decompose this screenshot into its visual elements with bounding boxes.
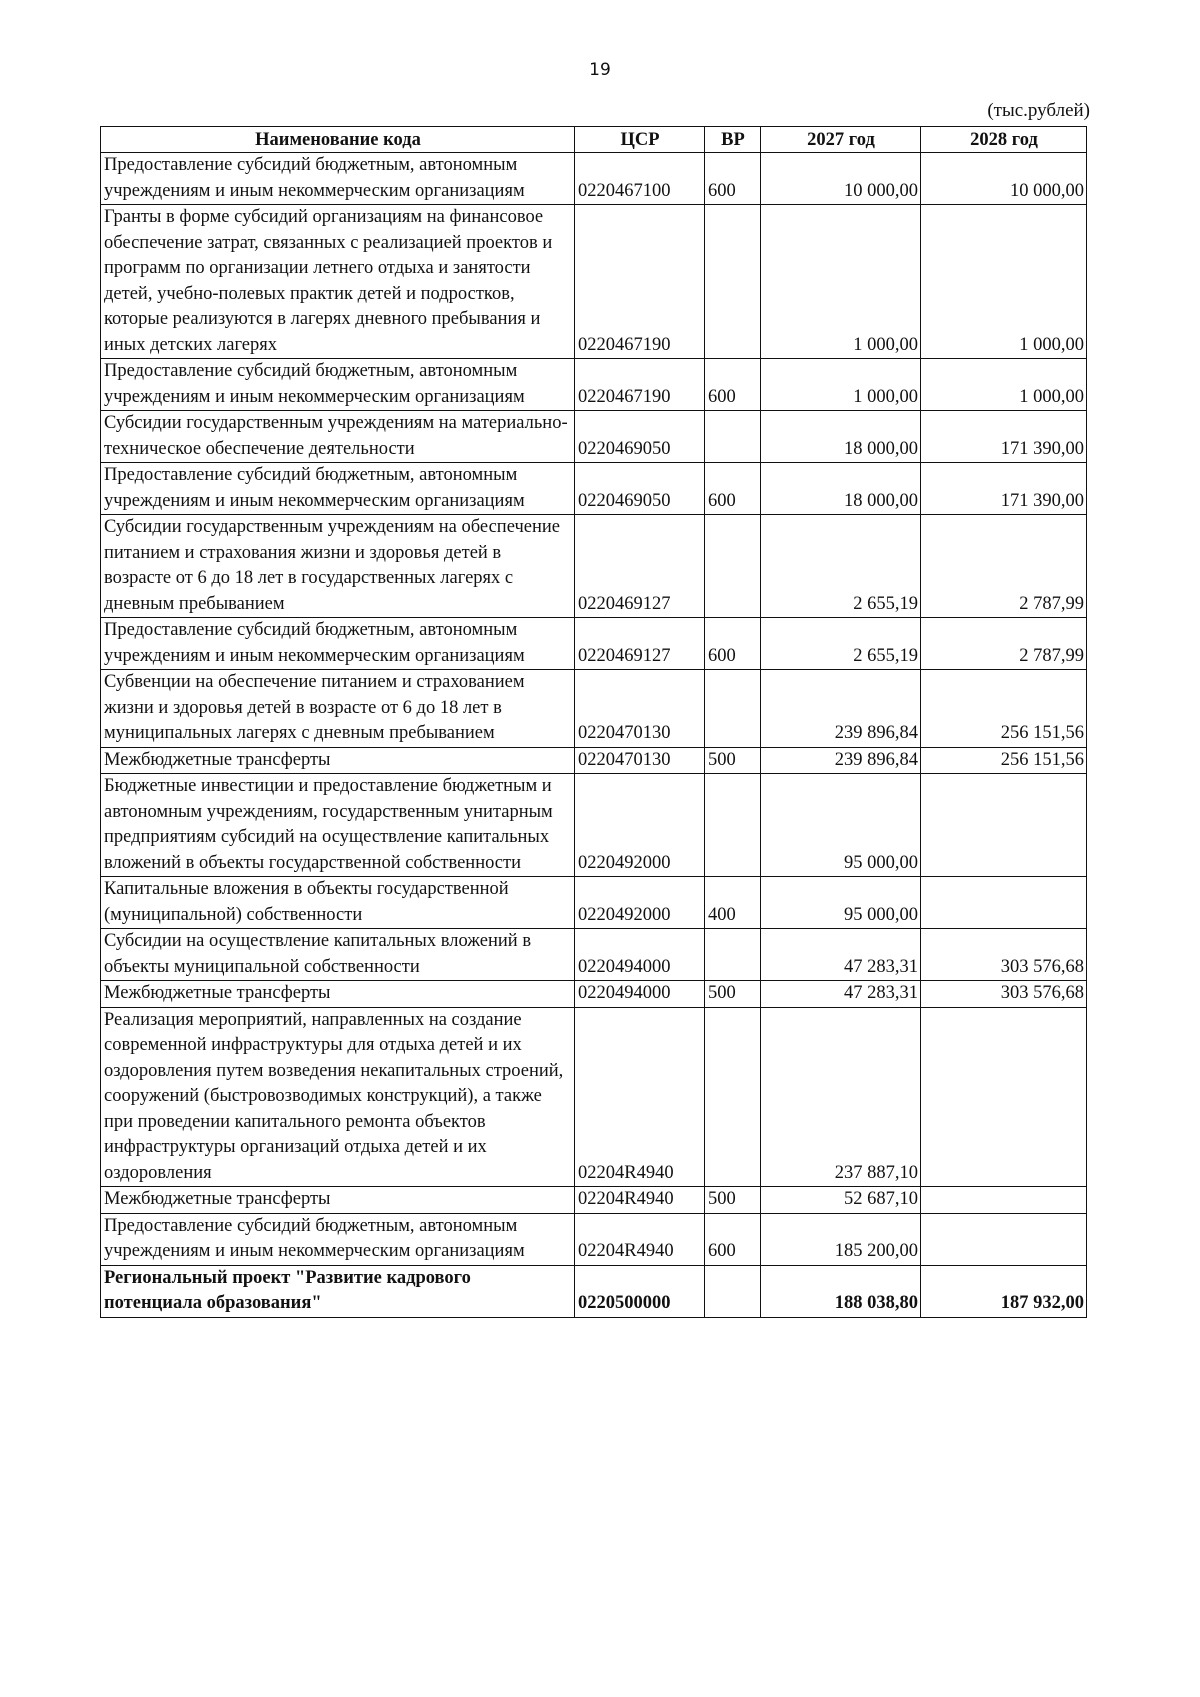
cell-2028 <box>921 1213 1087 1265</box>
cell-name: Предоставление субсидий бюджетным, автономным учреждениям и иным некоммерческим организациям <box>101 463 575 515</box>
cell-2028: 187 932,00 <box>921 1265 1087 1317</box>
cell-2027: 1 000,00 <box>761 359 921 411</box>
cell-vr <box>705 774 761 877</box>
cell-name: Межбюджетные трансферты <box>101 1187 575 1214</box>
cell-2028: 10 000,00 <box>921 153 1087 205</box>
cell-name: Субсидии на осуществление капитальных вложений в объекты муниципальной собственности <box>101 929 575 981</box>
table-row <box>101 618 1087 670</box>
cell-2028: 1 000,00 <box>921 359 1087 411</box>
cell-csr: 0220467190 <box>575 359 705 411</box>
cell-2028 <box>921 1007 1087 1187</box>
table-row <box>101 205 1087 359</box>
table-row <box>101 981 1087 1008</box>
cell-name: Субсидии государственным учреждениям на обеспечение питанием и страхования жизни и здоровья детей в возрасте от 6 до 18 лет в государственных лагерях с дневным пребыванием <box>101 515 575 618</box>
cell-vr: 600 <box>705 153 761 205</box>
cell-name: Реализация мероприятий, направленных на создание современной инфраструктуры для отдыха детей и их оздоровления путем возведения некапитальных строений, сооружений (быстровозводимых конструкций), а также при проведении капитального ремонта объектов инфраструктуры организаций отдыха детей и их оздоровления <box>101 1007 575 1187</box>
cell-name: Межбюджетные трансферты <box>101 981 575 1008</box>
cell-vr <box>705 205 761 359</box>
cell-vr <box>705 515 761 618</box>
cell-csr: 0220469050 <box>575 411 705 463</box>
cell-name: Предоставление субсидий бюджетным, автономным учреждениям и иным некоммерческим организациям <box>101 153 575 205</box>
cell-2028: 171 390,00 <box>921 411 1087 463</box>
cell-vr <box>705 1265 761 1317</box>
table-row <box>101 515 1087 618</box>
cell-2027: 95 000,00 <box>761 774 921 877</box>
table-row <box>101 153 1087 205</box>
cell-csr: 0220467190 <box>575 205 705 359</box>
cell-2027: 10 000,00 <box>761 153 921 205</box>
cell-csr: 02204R4940 <box>575 1187 705 1214</box>
cell-vr: 500 <box>705 1187 761 1214</box>
cell-name: Субсидии государственным учреждениям на материально-техническое обеспечение деятельности <box>101 411 575 463</box>
cell-vr: 600 <box>705 1213 761 1265</box>
cell-2028: 171 390,00 <box>921 463 1087 515</box>
cell-vr <box>705 670 761 748</box>
cell-vr: 600 <box>705 359 761 411</box>
cell-name: Межбюджетные трансферты <box>101 747 575 774</box>
cell-name: Предоставление субсидий бюджетным, автономным учреждениям и иным некоммерческим организациям <box>101 359 575 411</box>
table-body <box>101 153 1087 1318</box>
cell-vr: 500 <box>705 981 761 1008</box>
cell-2027: 52 687,10 <box>761 1187 921 1214</box>
header-csr: ЦСР <box>575 127 705 153</box>
cell-csr: 02204R4940 <box>575 1213 705 1265</box>
cell-2027: 239 896,84 <box>761 747 921 774</box>
cell-2027: 95 000,00 <box>761 877 921 929</box>
cell-name: Предоставление субсидий бюджетным, автономным учреждениям и иным некоммерческим организациям <box>101 1213 575 1265</box>
cell-csr: 0220494000 <box>575 981 705 1008</box>
table-row <box>101 774 1087 877</box>
cell-2028: 256 151,56 <box>921 747 1087 774</box>
table-row <box>101 1213 1087 1265</box>
cell-2027: 18 000,00 <box>761 463 921 515</box>
header-2028: 2028 год <box>921 127 1087 153</box>
cell-csr: 0220469127 <box>575 618 705 670</box>
cell-2027: 2 655,19 <box>761 515 921 618</box>
table-row <box>101 929 1087 981</box>
table-row <box>101 1187 1087 1214</box>
cell-2027: 188 038,80 <box>761 1265 921 1317</box>
table-row <box>101 670 1087 748</box>
cell-2027: 185 200,00 <box>761 1213 921 1265</box>
cell-name: Капитальные вложения в объекты государственной (муниципальной) собственности <box>101 877 575 929</box>
cell-2027: 237 887,10 <box>761 1007 921 1187</box>
cell-vr: 600 <box>705 618 761 670</box>
cell-csr: 0220469050 <box>575 463 705 515</box>
cell-csr: 0220469127 <box>575 515 705 618</box>
cell-name: Гранты в форме субсидий организациям на финансовое обеспечение затрат, связанных с реализацией проектов и программ по организации летнего отдыха и занятости детей, учебно-полевых практик детей и подростков, которые реализуются в лагерях дневного пребывания и иных детских лагерях <box>101 205 575 359</box>
cell-csr: 0220470130 <box>575 747 705 774</box>
table-row <box>101 877 1087 929</box>
cell-2028: 303 576,68 <box>921 929 1087 981</box>
table-row <box>101 359 1087 411</box>
unit-note: (тыс.рублей) <box>987 100 1090 121</box>
cell-2028: 1 000,00 <box>921 205 1087 359</box>
cell-2027: 47 283,31 <box>761 981 921 1008</box>
header-2027: 2027 год <box>761 127 921 153</box>
budget-table <box>100 126 1087 1318</box>
cell-vr: 500 <box>705 747 761 774</box>
cell-csr: 0220470130 <box>575 670 705 748</box>
cell-csr: 02204R4940 <box>575 1007 705 1187</box>
cell-name: Бюджетные инвестиции и предоставление бюджетным и автономным учреждениям, государственным унитарным предприятиям субсидий на осуществление капитальных вложений в объекты государственной собственности <box>101 774 575 877</box>
cell-2028 <box>921 1187 1087 1214</box>
cell-csr: 0220492000 <box>575 774 705 877</box>
cell-2028: 256 151,56 <box>921 670 1087 748</box>
header-name: Наименование кода <box>101 127 575 153</box>
cell-2027: 2 655,19 <box>761 618 921 670</box>
cell-2027: 239 896,84 <box>761 670 921 748</box>
cell-vr: 600 <box>705 463 761 515</box>
table-row <box>101 1265 1087 1317</box>
header-vr: ВР <box>705 127 761 153</box>
cell-name: Субвенции на обеспечение питанием и страхованием жизни и здоровья детей в возрасте от 6 до 18 лет в муниципальных лагерях с дневным пребыванием <box>101 670 575 748</box>
cell-vr: 400 <box>705 877 761 929</box>
cell-vr <box>705 411 761 463</box>
cell-csr: 0220494000 <box>575 929 705 981</box>
cell-2028 <box>921 774 1087 877</box>
cell-2028: 303 576,68 <box>921 981 1087 1008</box>
cell-2028 <box>921 877 1087 929</box>
cell-2027: 1 000,00 <box>761 205 921 359</box>
cell-csr: 0220500000 <box>575 1265 705 1317</box>
table-row <box>101 1007 1087 1187</box>
table-row <box>101 747 1087 774</box>
table-row <box>101 411 1087 463</box>
cell-2028: 2 787,99 <box>921 515 1087 618</box>
cell-2027: 47 283,31 <box>761 929 921 981</box>
cell-2028: 2 787,99 <box>921 618 1087 670</box>
cell-csr: 0220492000 <box>575 877 705 929</box>
cell-csr: 0220467100 <box>575 153 705 205</box>
cell-2027: 18 000,00 <box>761 411 921 463</box>
cell-name: Предоставление субсидий бюджетным, автономным учреждениям и иным некоммерческим организациям <box>101 618 575 670</box>
cell-vr <box>705 929 761 981</box>
table-header-row <box>101 127 1087 153</box>
page-number: 19 <box>589 60 611 80</box>
table-row <box>101 463 1087 515</box>
cell-vr <box>705 1007 761 1187</box>
cell-name: Региональный проект "Развитие кадрового потенциала образования" <box>101 1265 575 1317</box>
